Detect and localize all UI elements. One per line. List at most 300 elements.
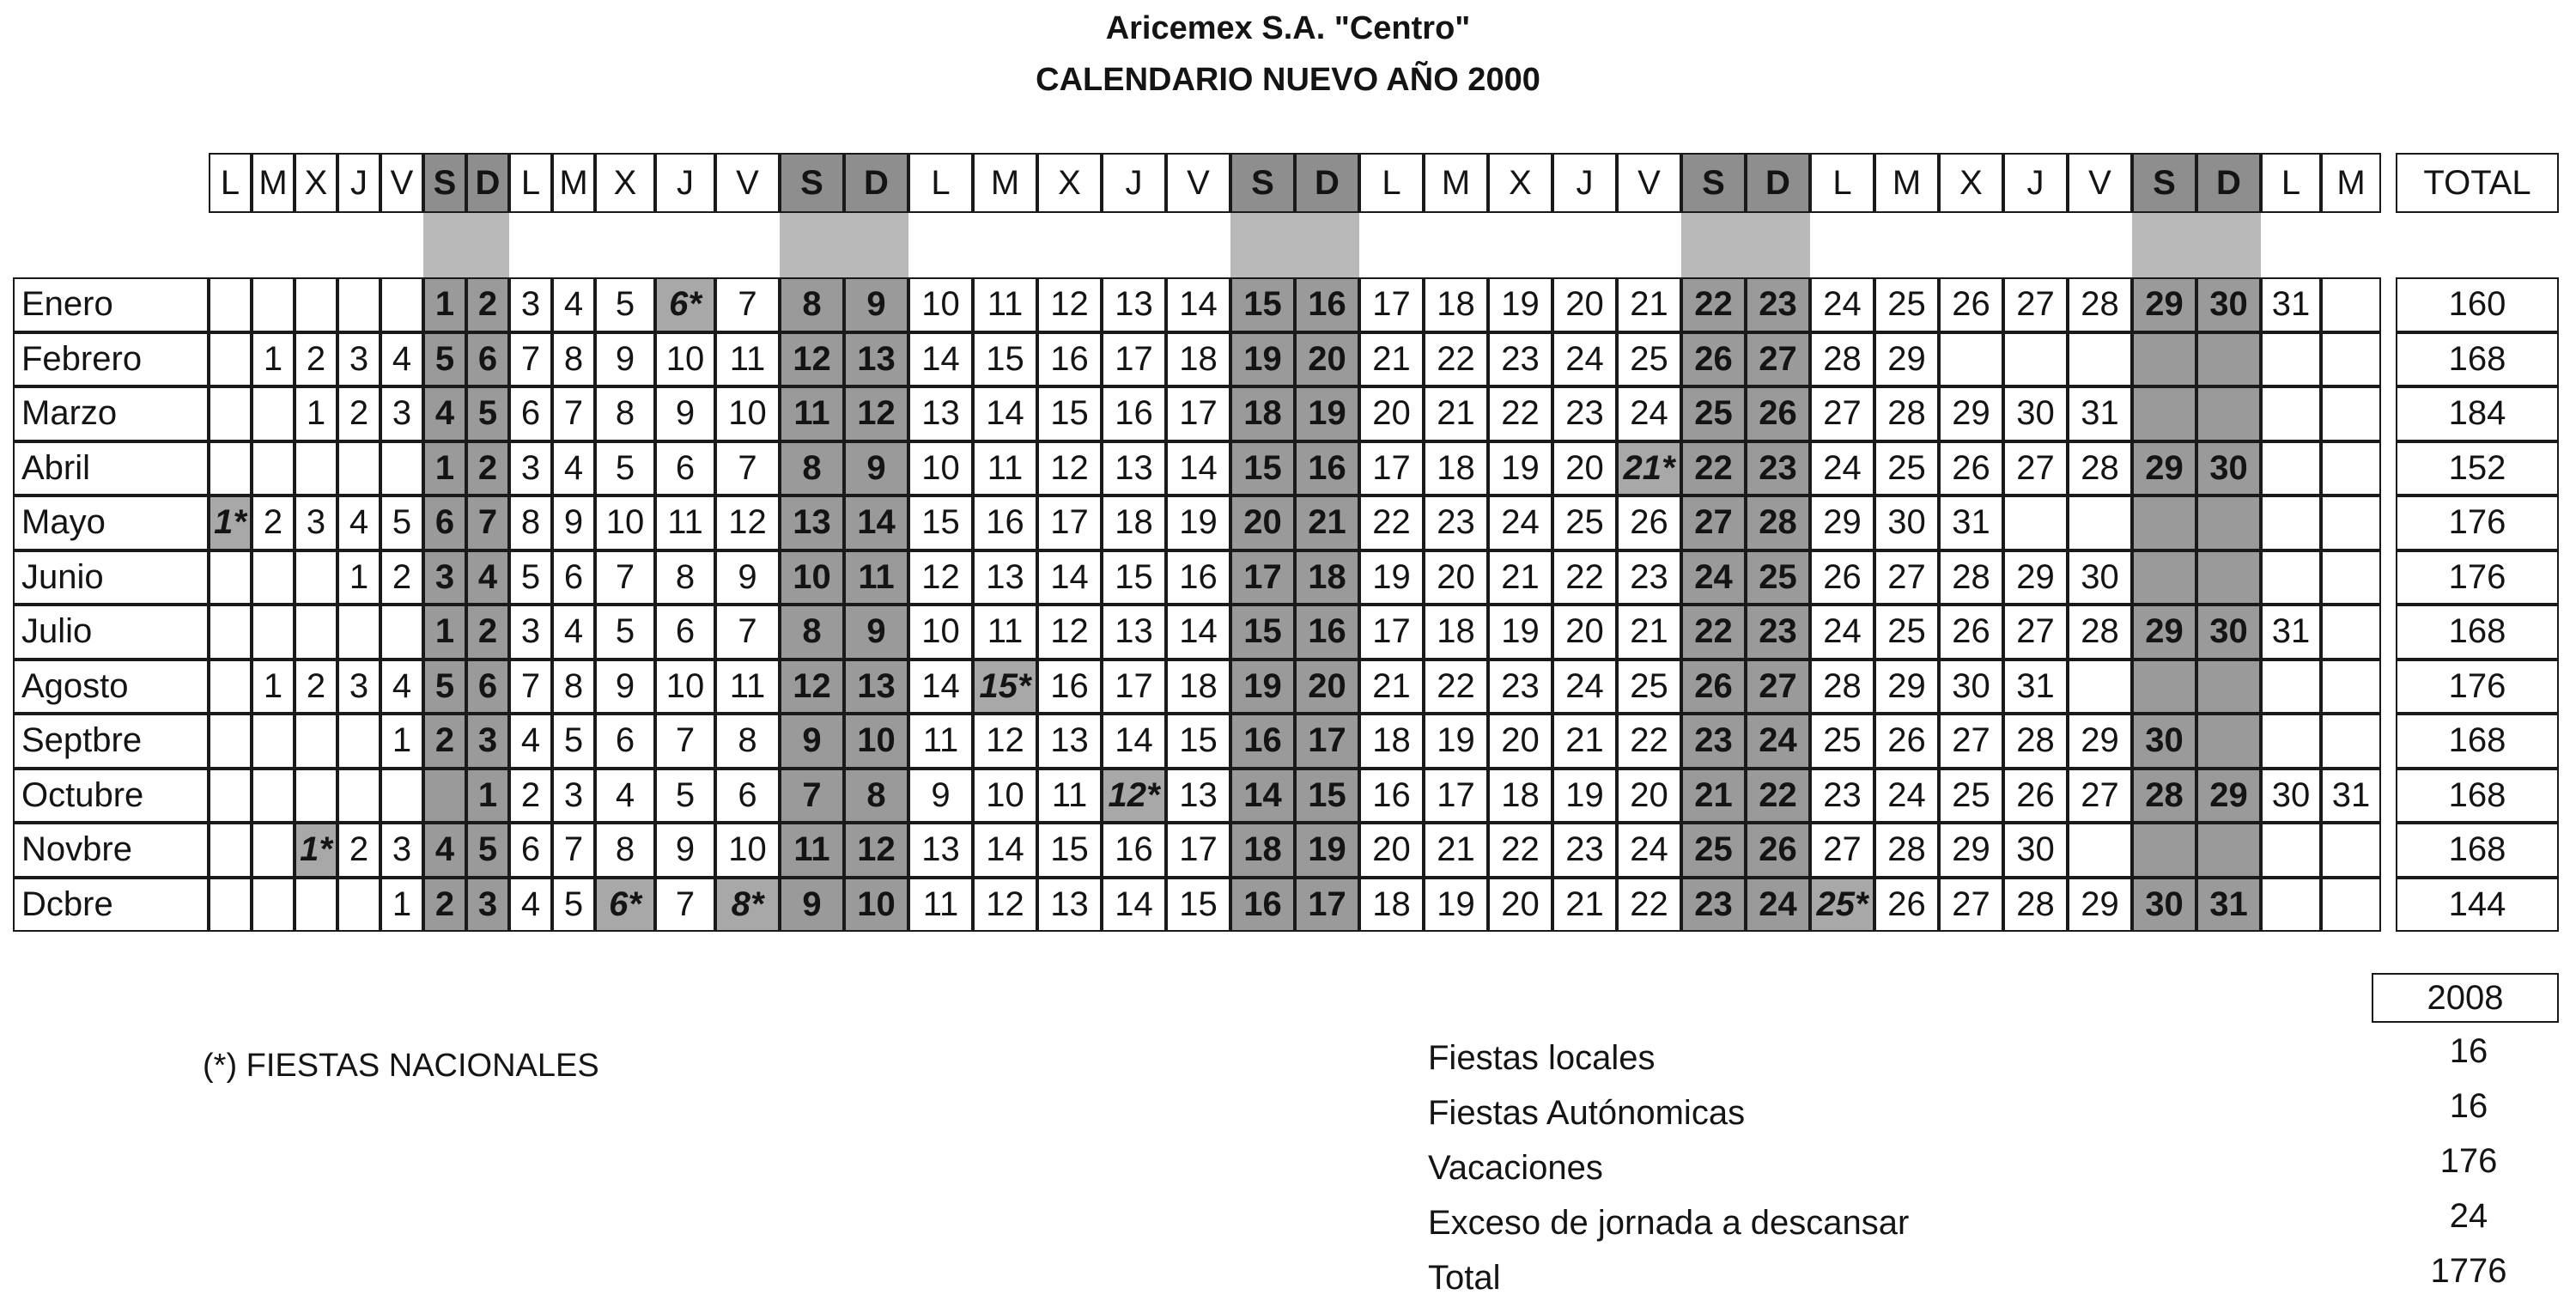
day-cell: 24 xyxy=(1617,823,1681,878)
day-cell: 23 xyxy=(1552,386,1617,441)
day-cell: 7 xyxy=(780,769,844,824)
weekend-band xyxy=(1681,213,1746,277)
day-cell: 28 xyxy=(1939,550,2003,605)
day-cell: 27 xyxy=(2068,769,2132,824)
day-cell: 26 xyxy=(1874,878,1939,933)
month-total: 176 xyxy=(2396,660,2559,714)
month-name: Febrero xyxy=(13,332,209,387)
day-cell: 27 xyxy=(1746,660,1810,714)
day-cell: 30 xyxy=(1939,660,2003,714)
holiday-legend: (*) FIESTAS NACIONALES xyxy=(203,1048,599,1084)
day-cell: 31 xyxy=(1939,495,2003,550)
empty-day-cell xyxy=(380,277,423,332)
month-total: 176 xyxy=(2396,550,2559,605)
empty-day-cell xyxy=(2321,441,2381,496)
day-cell: 9 xyxy=(780,714,844,769)
day-cell: 10 xyxy=(780,550,844,605)
weekday-header: S xyxy=(1681,153,1746,213)
empty-day-cell xyxy=(2261,495,2321,550)
weekday-header: X xyxy=(1037,153,1102,213)
day-cell: 7 xyxy=(655,714,715,769)
day-cell: 16 xyxy=(973,495,1037,550)
day-cell: 15 xyxy=(1102,550,1166,605)
day-cell: 11 xyxy=(1037,769,1102,824)
day-cell: 29 xyxy=(2068,714,2132,769)
day-cell: 12 xyxy=(973,714,1037,769)
day-cell: 25 xyxy=(1681,823,1746,878)
weekday-header: J xyxy=(1552,153,1617,213)
day-cell: 5 xyxy=(380,495,423,550)
weekday-header: V xyxy=(1617,153,1681,213)
weekday-header: V xyxy=(715,153,780,213)
day-cell: 29 xyxy=(1874,332,1939,387)
day-cell: 23 xyxy=(1681,714,1746,769)
empty-day-cell xyxy=(2261,550,2321,605)
day-cell: 4 xyxy=(466,550,509,605)
day-cell: 10 xyxy=(595,495,655,550)
day-cell: 9 xyxy=(595,332,655,387)
company-title: Aricemex S.A. "Centro" xyxy=(1105,10,1471,46)
empty-day-cell xyxy=(2196,386,2261,441)
day-cell: 23 xyxy=(1424,495,1488,550)
day-cell: 11 xyxy=(973,605,1037,660)
empty-day-cell xyxy=(295,550,337,605)
month-total: 168 xyxy=(2396,605,2559,660)
day-cell: 9 xyxy=(655,386,715,441)
day-cell: 30 xyxy=(1874,495,1939,550)
weekday-header: L xyxy=(908,153,973,213)
day-cell: 20 xyxy=(1552,441,1617,496)
day-cell: 6 xyxy=(655,605,715,660)
weekday-header: L xyxy=(1359,153,1424,213)
day-cell: 9 xyxy=(844,441,908,496)
weekday-header: D xyxy=(1746,153,1810,213)
day-cell: 7 xyxy=(552,823,595,878)
day-cell: 23 xyxy=(1488,332,1552,387)
day-cell: 25 xyxy=(1810,714,1874,769)
day-cell: 3 xyxy=(509,277,552,332)
empty-day-cell xyxy=(2261,823,2321,878)
empty-day-cell xyxy=(209,878,252,933)
day-cell: 10 xyxy=(655,332,715,387)
day-cell: 7 xyxy=(715,441,780,496)
weekday-header: D xyxy=(1295,153,1359,213)
empty-day-cell xyxy=(380,769,423,824)
day-cell: 11 xyxy=(844,550,908,605)
day-cell: 19 xyxy=(1166,495,1230,550)
day-cell: 2 xyxy=(423,878,466,933)
day-cell: 30 xyxy=(2196,441,2261,496)
day-cell: 26 xyxy=(1939,277,2003,332)
day-cell: 19 xyxy=(1230,660,1295,714)
day-cell: 30 xyxy=(2068,550,2132,605)
day-cell: 16 xyxy=(1102,386,1166,441)
day-cell: 20 xyxy=(1295,660,1359,714)
holiday-day-cell: 25* xyxy=(1810,878,1874,933)
calendar-title: CALENDARIO NUEVO AÑO 2000 xyxy=(1036,62,1540,98)
day-cell: 24 xyxy=(1810,605,1874,660)
empty-day-cell xyxy=(295,878,337,933)
day-cell: 7 xyxy=(466,495,509,550)
empty-day-cell xyxy=(2321,495,2381,550)
empty-day-cell xyxy=(252,386,295,441)
weekday-header: V xyxy=(1166,153,1230,213)
day-cell: 19 xyxy=(1359,550,1424,605)
weekday-header: S xyxy=(423,153,466,213)
day-cell: 16 xyxy=(1037,332,1102,387)
weekday-header: S xyxy=(1230,153,1295,213)
day-cell: 4 xyxy=(509,878,552,933)
weekday-header: M xyxy=(973,153,1037,213)
day-cell: 22 xyxy=(1681,441,1746,496)
day-cell: 5 xyxy=(423,332,466,387)
day-cell: 21 xyxy=(1681,769,1746,824)
day-cell: 26 xyxy=(1939,605,2003,660)
summary-label: Fiestas Autónomicas xyxy=(1428,1094,1746,1132)
day-cell: 17 xyxy=(1230,550,1295,605)
day-cell: 11 xyxy=(780,823,844,878)
day-cell: 11 xyxy=(908,714,973,769)
empty-day-cell xyxy=(209,605,252,660)
day-cell: 4 xyxy=(380,332,423,387)
day-cell: 25 xyxy=(1939,769,2003,824)
empty-day-cell xyxy=(2321,660,2381,714)
day-cell: 14 xyxy=(1102,878,1166,933)
day-cell: 9 xyxy=(780,878,844,933)
empty-day-cell xyxy=(2321,386,2381,441)
empty-day-cell xyxy=(2132,660,2196,714)
day-cell: 16 xyxy=(1102,823,1166,878)
day-cell: 22 xyxy=(1359,495,1424,550)
day-cell: 25 xyxy=(1874,277,1939,332)
weekend-band xyxy=(780,213,844,277)
day-cell: 4 xyxy=(552,605,595,660)
day-cell: 5 xyxy=(552,878,595,933)
day-cell: 11 xyxy=(715,660,780,714)
month-total: 184 xyxy=(2396,386,2559,441)
day-cell: 22 xyxy=(1488,823,1552,878)
day-cell: 14 xyxy=(908,332,973,387)
empty-day-cell xyxy=(2196,332,2261,387)
summary-value: 24 xyxy=(2449,1197,2488,1235)
grand-total-box: 2008 xyxy=(2372,973,2559,1023)
day-cell: 31 xyxy=(2261,277,2321,332)
day-cell: 12 xyxy=(780,660,844,714)
day-cell: 1 xyxy=(252,660,295,714)
day-cell: 27 xyxy=(1746,332,1810,387)
day-cell: 29 xyxy=(1939,386,2003,441)
day-cell: 2 xyxy=(295,660,337,714)
day-cell: 29 xyxy=(1939,823,2003,878)
day-cell: 12 xyxy=(1037,605,1102,660)
day-cell: 5 xyxy=(423,660,466,714)
day-cell: 3 xyxy=(509,605,552,660)
day-cell: 5 xyxy=(509,550,552,605)
day-cell: 26 xyxy=(2003,769,2068,824)
day-cell: 31 xyxy=(2196,878,2261,933)
day-cell: 27 xyxy=(1810,823,1874,878)
day-cell: 4 xyxy=(337,495,380,550)
day-cell: 4 xyxy=(552,441,595,496)
empty-day-cell xyxy=(2132,386,2196,441)
day-cell: 3 xyxy=(509,441,552,496)
holiday-day-cell: 1* xyxy=(209,495,252,550)
empty-day-cell xyxy=(2261,332,2321,387)
day-cell: 21 xyxy=(1552,714,1617,769)
empty-day-cell xyxy=(380,605,423,660)
day-cell: 22 xyxy=(1681,277,1746,332)
empty-day-cell xyxy=(2321,332,2381,387)
day-cell: 13 xyxy=(973,550,1037,605)
weekend-band xyxy=(1746,213,1810,277)
day-cell: 20 xyxy=(1230,495,1295,550)
day-cell: 2 xyxy=(337,386,380,441)
empty-day-cell xyxy=(209,550,252,605)
day-cell: 18 xyxy=(1295,550,1359,605)
day-cell: 18 xyxy=(1359,878,1424,933)
day-cell: 12 xyxy=(973,878,1037,933)
month-total: 176 xyxy=(2396,495,2559,550)
weekday-header: X xyxy=(1488,153,1552,213)
day-cell: 19 xyxy=(1230,332,1295,387)
holiday-day-cell: 1* xyxy=(295,823,337,878)
day-cell: 2 xyxy=(466,605,509,660)
day-cell: 20 xyxy=(1552,605,1617,660)
weekday-header: J xyxy=(1102,153,1166,213)
day-cell: 15 xyxy=(1166,878,1230,933)
summary-value: 16 xyxy=(2449,1087,2488,1125)
empty-day-cell xyxy=(2132,550,2196,605)
month-total: 144 xyxy=(2396,878,2559,933)
day-cell: 21 xyxy=(1359,660,1424,714)
day-cell: 19 xyxy=(1424,714,1488,769)
day-cell: 6 xyxy=(509,386,552,441)
empty-day-cell xyxy=(209,714,252,769)
day-cell: 2 xyxy=(423,714,466,769)
empty-day-cell xyxy=(252,823,295,878)
day-cell: 11 xyxy=(655,495,715,550)
empty-day-cell xyxy=(2261,441,2321,496)
day-cell: 16 xyxy=(1230,878,1295,933)
day-cell: 17 xyxy=(1102,660,1166,714)
day-cell: 16 xyxy=(1037,660,1102,714)
day-cell: 5 xyxy=(552,714,595,769)
day-cell: 7 xyxy=(552,386,595,441)
weekday-header: L xyxy=(1810,153,1874,213)
day-cell: 16 xyxy=(1295,441,1359,496)
weekday-header: M xyxy=(252,153,295,213)
day-cell: 9 xyxy=(844,605,908,660)
day-cell: 14 xyxy=(908,660,973,714)
day-cell: 1 xyxy=(380,878,423,933)
day-cell: 30 xyxy=(2003,823,2068,878)
day-cell: 26 xyxy=(1939,441,2003,496)
day-cell: 19 xyxy=(1488,605,1552,660)
empty-day-cell xyxy=(337,714,380,769)
day-cell: 13 xyxy=(908,386,973,441)
day-cell: 22 xyxy=(1424,332,1488,387)
weekday-header: M xyxy=(1424,153,1488,213)
day-cell: 30 xyxy=(2261,769,2321,824)
day-cell: 4 xyxy=(423,823,466,878)
day-cell: 1 xyxy=(337,550,380,605)
day-cell: 18 xyxy=(1166,660,1230,714)
empty-day-cell xyxy=(2068,823,2132,878)
day-cell: 29 xyxy=(2132,605,2196,660)
day-cell: 28 xyxy=(2068,605,2132,660)
day-cell: 5 xyxy=(466,386,509,441)
day-cell: 2 xyxy=(295,332,337,387)
day-cell: 8 xyxy=(780,441,844,496)
day-cell: 20 xyxy=(1617,769,1681,824)
day-cell: 15 xyxy=(1037,386,1102,441)
day-cell: 25 xyxy=(1617,660,1681,714)
day-cell: 27 xyxy=(2003,441,2068,496)
day-cell: 24 xyxy=(1552,660,1617,714)
day-cell: 5 xyxy=(595,441,655,496)
day-cell: 24 xyxy=(1681,550,1746,605)
day-cell: 18 xyxy=(1102,495,1166,550)
weekend-band xyxy=(844,213,908,277)
day-cell: 25 xyxy=(1874,441,1939,496)
day-cell: 28 xyxy=(2068,277,2132,332)
day-cell: 21 xyxy=(1295,495,1359,550)
day-cell: 19 xyxy=(1488,441,1552,496)
day-cell: 12 xyxy=(1037,277,1102,332)
day-cell: 21 xyxy=(1488,550,1552,605)
day-cell: 11 xyxy=(973,441,1037,496)
month-name: Abril xyxy=(13,441,209,496)
weekday-header: S xyxy=(780,153,844,213)
weekday-header: D xyxy=(2196,153,2261,213)
day-cell: 22 xyxy=(1746,769,1810,824)
day-cell: 25 xyxy=(1617,332,1681,387)
day-cell: 22 xyxy=(1488,386,1552,441)
day-cell: 13 xyxy=(1037,714,1102,769)
day-cell: 14 xyxy=(973,386,1037,441)
day-cell: 3 xyxy=(295,495,337,550)
month-name: Novbre xyxy=(13,823,209,878)
day-cell: 6 xyxy=(595,714,655,769)
day-cell: 8 xyxy=(780,605,844,660)
day-cell: 18 xyxy=(1230,823,1295,878)
day-cell: 30 xyxy=(2003,386,2068,441)
day-cell: 9 xyxy=(908,769,973,824)
day-cell: 3 xyxy=(423,550,466,605)
day-cell: 1 xyxy=(423,441,466,496)
day-cell: 5 xyxy=(655,769,715,824)
day-cell: 8 xyxy=(844,769,908,824)
day-cell: 17 xyxy=(1359,605,1424,660)
day-cell: 18 xyxy=(1488,769,1552,824)
day-cell: 12 xyxy=(908,550,973,605)
day-cell: 19 xyxy=(1424,878,1488,933)
day-cell: 15 xyxy=(908,495,973,550)
day-cell: 23 xyxy=(1746,277,1810,332)
day-cell: 2 xyxy=(466,441,509,496)
day-cell: 20 xyxy=(1552,277,1617,332)
day-cell: 27 xyxy=(1681,495,1746,550)
day-cell: 21 xyxy=(1552,878,1617,933)
day-cell: 26 xyxy=(1681,332,1746,387)
day-cell: 28 xyxy=(1874,386,1939,441)
weekday-header: M xyxy=(552,153,595,213)
day-cell: 2 xyxy=(380,550,423,605)
day-cell: 25 xyxy=(1681,386,1746,441)
day-cell: 24 xyxy=(1746,714,1810,769)
day-cell: 5 xyxy=(595,605,655,660)
day-cell: 3 xyxy=(380,386,423,441)
empty-day-cell xyxy=(1939,332,2003,387)
weekday-header: V xyxy=(2068,153,2132,213)
day-cell: 6 xyxy=(423,495,466,550)
day-cell: 8 xyxy=(715,714,780,769)
weekend-band xyxy=(466,213,509,277)
day-cell: 29 xyxy=(2068,878,2132,933)
day-cell: 28 xyxy=(1874,823,1939,878)
day-cell: 10 xyxy=(908,277,973,332)
day-cell: 27 xyxy=(2003,277,2068,332)
day-cell: 8 xyxy=(780,277,844,332)
empty-day-cell xyxy=(2261,660,2321,714)
day-cell: 28 xyxy=(1810,332,1874,387)
day-cell: 2 xyxy=(509,769,552,824)
day-cell: 8 xyxy=(595,386,655,441)
empty-day-cell xyxy=(2321,550,2381,605)
day-cell: 28 xyxy=(1746,495,1810,550)
day-cell: 1 xyxy=(295,386,337,441)
empty-day-cell xyxy=(2261,386,2321,441)
day-cell: 17 xyxy=(1295,714,1359,769)
day-cell: 8 xyxy=(509,495,552,550)
month-name: Agosto xyxy=(13,660,209,714)
day-cell: 14 xyxy=(1102,714,1166,769)
day-cell: 15 xyxy=(1037,823,1102,878)
empty-day-cell xyxy=(209,660,252,714)
day-cell: 28 xyxy=(2003,714,2068,769)
empty-day-cell xyxy=(2003,332,2068,387)
day-cell: 12 xyxy=(844,386,908,441)
day-cell: 7 xyxy=(509,332,552,387)
day-cell: 17 xyxy=(1295,878,1359,933)
day-cell: 10 xyxy=(715,823,780,878)
month-name: Julio xyxy=(13,605,209,660)
empty-day-cell xyxy=(295,605,337,660)
day-cell: 23 xyxy=(1810,769,1874,824)
day-cell: 19 xyxy=(1552,769,1617,824)
empty-day-cell xyxy=(209,332,252,387)
month-name: Dcbre xyxy=(13,878,209,933)
day-cell: 18 xyxy=(1424,277,1488,332)
day-cell: 17 xyxy=(1102,332,1166,387)
day-cell: 14 xyxy=(844,495,908,550)
day-cell: 30 xyxy=(2196,605,2261,660)
day-cell: 23 xyxy=(1681,878,1746,933)
day-cell: 18 xyxy=(1424,441,1488,496)
empty-day-cell xyxy=(337,769,380,824)
day-cell: 20 xyxy=(1359,386,1424,441)
empty-day-cell xyxy=(2321,605,2381,660)
day-cell: 4 xyxy=(380,660,423,714)
day-cell: 19 xyxy=(1295,823,1359,878)
empty-day-cell xyxy=(252,605,295,660)
day-cell: 7 xyxy=(715,277,780,332)
day-cell: 14 xyxy=(1166,441,1230,496)
holiday-day-cell: 6* xyxy=(595,878,655,933)
day-cell: 7 xyxy=(655,878,715,933)
empty-day-cell xyxy=(2321,823,2381,878)
day-cell: 29 xyxy=(2132,277,2196,332)
